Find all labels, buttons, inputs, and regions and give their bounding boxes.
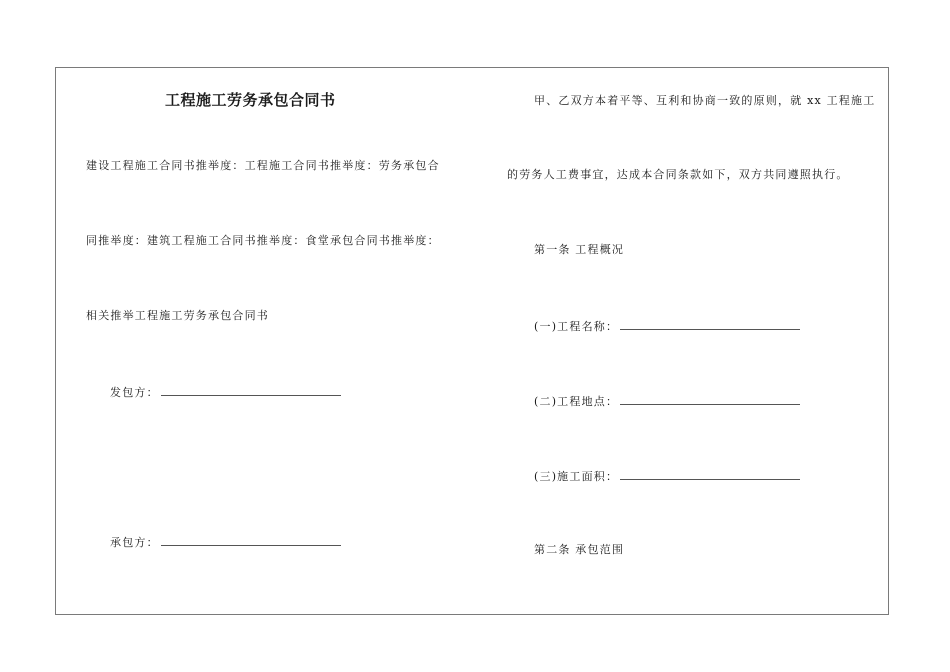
- party-a-label: 发包方：: [110, 386, 159, 399]
- construction-area-blank-line: [620, 468, 800, 480]
- recommend-line-1: 建设工程施工合同书推举度：工程施工合同书推举度：劳务承包合: [86, 159, 440, 172]
- document-page: [55, 67, 889, 615]
- document-title: 工程施工劳务承包合同书: [165, 91, 336, 109]
- project-location-blank-line: [620, 393, 800, 405]
- project-name-label: (一)工程名称：: [534, 320, 619, 333]
- recommend-line-3: 相关推举工程施工劳务承包合同书: [86, 309, 269, 322]
- construction-area-label: (三)施工面积：: [534, 470, 619, 483]
- article-1-heading: 第一条 工程概况: [534, 243, 625, 256]
- party-b-label: 承包方：: [110, 536, 159, 549]
- party-a-field: [110, 384, 341, 400]
- party-b-blank-line: [161, 534, 341, 546]
- preamble-line-2: 的劳务人工费事宜，达成本合同条款如下，双方共同遵照执行。: [507, 168, 849, 181]
- project-name-blank-line: [620, 318, 800, 330]
- construction-area-field: [534, 468, 800, 484]
- preamble-line-1: 甲、乙双方本着平等、互利和协商一致的原则，就 xx 工程施工: [534, 94, 876, 107]
- recommend-line-2: 同推举度：建筑工程施工合同书推举度：食堂承包合同书推举度：: [86, 234, 440, 247]
- project-location-field: [534, 393, 800, 409]
- party-b-field: [110, 534, 341, 550]
- article-2-heading: 第二条 承包范围: [534, 543, 625, 556]
- party-a-blank-line: [161, 384, 341, 396]
- project-name-field: [534, 318, 800, 334]
- project-location-label: (二)工程地点：: [534, 395, 619, 408]
